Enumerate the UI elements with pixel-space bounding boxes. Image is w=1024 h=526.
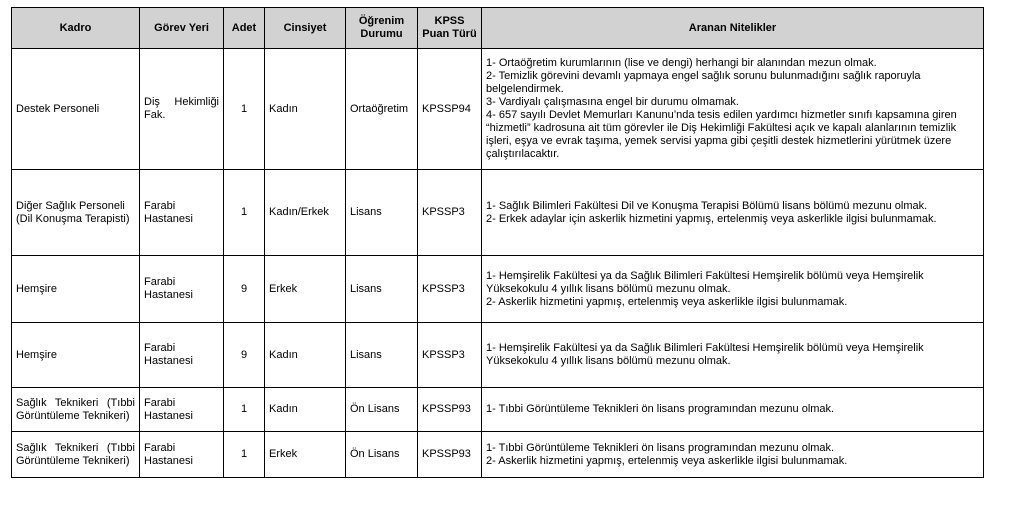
cell-adet: 9 xyxy=(224,323,265,388)
qualification-item: 2- Askerlik hizmetini yapmış, ertelenmiş veya askerlikle ilgisi bulunmamak. xyxy=(486,295,848,308)
cell-nitelikler xyxy=(482,256,984,323)
cell-gorev-yeri: Farabi Hastanesi xyxy=(140,256,224,323)
cell-cinsiyet: Kadın xyxy=(265,49,346,170)
cell-cinsiyet: Kadın xyxy=(265,388,346,432)
cell-gorev-yeri: Farabi Hastanesi xyxy=(140,323,224,388)
cell-ogrenim: Ortaöğretim xyxy=(346,49,418,170)
header-kadro: Kadro xyxy=(12,8,140,49)
cell-cinsiyet: Kadın xyxy=(265,323,346,388)
cell-nitelikler xyxy=(482,323,984,388)
cell-nitelikler xyxy=(482,170,984,256)
cell-cinsiyet: Kadın/Erkek xyxy=(265,170,346,256)
table-row xyxy=(12,170,984,256)
cell-adet: 1 xyxy=(224,432,265,478)
cell-adet: 1 xyxy=(224,388,265,432)
cell-cinsiyet: Erkek xyxy=(265,256,346,323)
cell-nitelikler xyxy=(482,49,984,170)
qualification-item: 1- Sağlık Bilimleri Fakültesi Dil ve Konuşma Terapisi Bölümü lisans bölümü mezunu olmak. xyxy=(486,199,928,212)
table-row xyxy=(12,256,984,323)
cell-kadro: Destek Personeli xyxy=(12,49,140,170)
cell-kadro: Sağlık Teknikeri (Tıbbi Görüntüleme Teknikeri) xyxy=(12,388,140,432)
qualification-item: 2- Askerlik hizmetini yapmış, ertelenmiş veya askerlikle ilgisi bulunmamak. xyxy=(486,454,848,467)
qualification-item: 1- Ortaöğretim kurumlarının (lise ve dengi) herhangi bir alanından mezun olmak. xyxy=(486,57,877,69)
header-ogrenim-durumu: Öğrenim Durumu xyxy=(346,8,418,49)
cell-kpss: KPSSP93 xyxy=(418,388,482,432)
qualification-item: 1- Tıbbi Görüntüleme Teknikleri ön lisans programından mezunu olmak. xyxy=(486,403,835,415)
staff-requirements-table xyxy=(11,7,984,478)
cell-nitelikler xyxy=(482,388,984,432)
cell-ogrenim: Lisans xyxy=(346,256,418,323)
cell-gorev-yeri: Diş Hekimliği Fak. xyxy=(140,49,224,170)
qualification-item: 3- Vardiyalı çalışmasına engel bir durumu olmamak. xyxy=(486,96,739,108)
cell-gorev-yeri: Farabi Hastanesi xyxy=(140,388,224,432)
cell-nitelikler xyxy=(482,432,984,478)
qualification-item: 1- Hemşirelik Fakültesi ya da Sağlık Bilimleri Fakültesi Hemşirelik bölümü veya Hemşirelik Yüksekokulu 4 yıllık lisans bölümü mezunu olmak. xyxy=(486,269,924,295)
cell-kadro: Diğer Sağlık Personeli (Dil Konuşma Terapisti) xyxy=(12,170,140,256)
cell-ogrenim: Lisans xyxy=(346,323,418,388)
cell-kpss: KPSSP3 xyxy=(418,323,482,388)
cell-ogrenim: Lisans xyxy=(346,170,418,256)
qualification-item: 2- Temizlik görevini devamlı yapmaya engel sağlık sorunu bulunmadığını sağlık raporuyla belgelendirmek. xyxy=(486,70,921,95)
qualification-item: 2- Erkek adaylar için askerlik hizmetini yapmış, ertelenmiş veya askerlikle ilgisi bulunmamak. xyxy=(486,212,937,225)
header-adet: Adet xyxy=(224,8,265,49)
header-kpss-puan-turu: KPSS Puan Türü xyxy=(418,8,482,49)
table-row xyxy=(12,49,984,170)
cell-kpss: KPSSP93 xyxy=(418,432,482,478)
table-row xyxy=(12,432,984,478)
qualification-item: 1- Hemşirelik Fakültesi ya da Sağlık Bilimleri Fakültesi Hemşirelik bölümü veya Hemşirelik Yüksekokulu 4 yıllık lisans bölümü mezunu olmak. xyxy=(486,342,924,367)
header-row xyxy=(12,8,984,49)
qualification-item: 1- Tıbbi Görüntüleme Teknikleri ön lisans programından mezunu olmak. xyxy=(486,441,835,454)
table-row xyxy=(12,323,984,388)
cell-kadro: Hemşire xyxy=(12,256,140,323)
cell-kpss: KPSSP3 xyxy=(418,256,482,323)
cell-adet: 1 xyxy=(224,49,265,170)
cell-kadro: Hemşire xyxy=(12,323,140,388)
cell-kadro: Sağlık Teknikeri (Tıbbi Görüntüleme Teknikeri) xyxy=(12,432,140,478)
cell-gorev-yeri: Farabi Hastanesi xyxy=(140,432,224,478)
header-aranan-nitelikler: Aranan Nitelikler xyxy=(482,8,984,49)
cell-adet: 1 xyxy=(224,170,265,256)
header-gorev-yeri: Görev Yeri xyxy=(140,8,224,49)
cell-cinsiyet: Erkek xyxy=(265,432,346,478)
header-cinsiyet: Cinsiyet xyxy=(265,8,346,49)
cell-kpss: KPSSP3 xyxy=(418,170,482,256)
cell-ogrenim: Ön Lisans xyxy=(346,432,418,478)
cell-ogrenim: Ön Lisans xyxy=(346,388,418,432)
cell-adet: 9 xyxy=(224,256,265,323)
cell-kpss: KPSSP94 xyxy=(418,49,482,170)
cell-gorev-yeri: Farabi Hastanesi xyxy=(140,170,224,256)
table-row xyxy=(12,388,984,432)
qualification-item: 4- 657 sayılı Devlet Memurları Kanunu’nda tesis edilen yardımcı hizmetler sınıfı kapsamına giren “hizmetli” kadrosuna ait tüm görevler ile Diş Hekimliği Fakültesi açık ve kapalı alanlarının temizlik işleri, eşya ve evrak taşıma, yemek servisi yapma gibi çeşitli destek hizmetlerini yürütmek üzere çalıştırılacaktır. xyxy=(486,109,957,160)
